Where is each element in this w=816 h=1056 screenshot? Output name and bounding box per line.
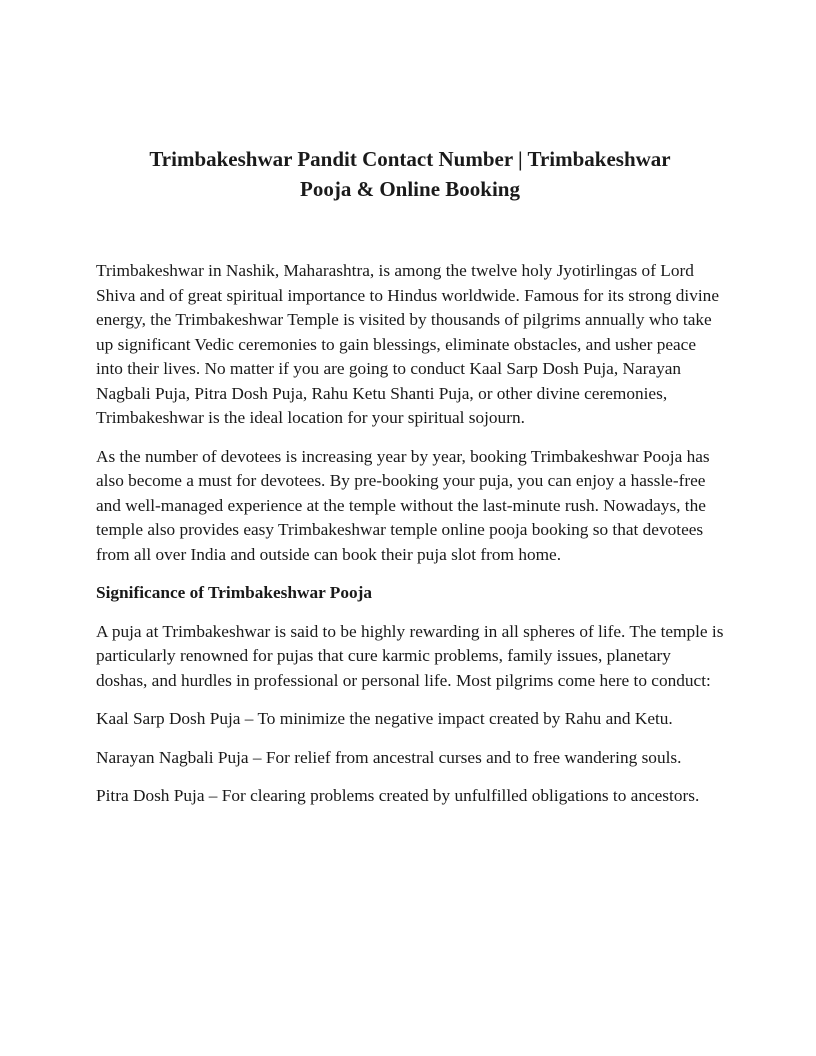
puja-item-narayan-nagbali: Narayan Nagbali Puja – For relief from ancestral curses and to free wandering souls. (96, 747, 682, 767)
intro-paragraph: Trimbakeshwar in Nashik, Maharashtra, is among the twelve holy Jyotirlingas of Lord Shiva and of great spiritual importance to Hindus worldwide. Famous for its strong divine energy, the Trimbakeshwar Temple is visited by thousands of pilgrims annually who take up significant Vedic ceremonies to gain blessings, eliminate obstacles, and usher peace into their lives. No matter if you are going to conduct Kaal Sarp Dosh Puja, Narayan Nagbali Puja, Pitra Dosh Puja, Rahu Ketu Shanti Puja, or other divine ceremonies, Trimbakeshwar is the ideal location for your spiritual sojourn. (96, 261, 719, 427)
document-body (96, 259, 724, 809)
significance-paragraph: A puja at Trimbakeshwar is said to be highly rewarding in all spheres of life. The temple is particularly renowned for pujas that cure karmic problems, family issues, planetary doshas, and hurdles in professional or personal life. Most pilgrims come here to conduct: (96, 621, 724, 690)
puja-item-pitra-dosh: Pitra Dosh Puja – For clearing problems created by unfulfilled obligations to ancestors. (96, 786, 700, 805)
title-line-1: Trimbakeshwar Pandit Contact Number | Trimbakeshwar (149, 147, 671, 171)
booking-paragraph: As the number of devotees is increasing year by year, booking Trimbakeshwar Pooja has also become a must for devotees. By pre-booking your puja, you can enjoy a hassle-free and well-managed experience at the temple without the last-minute rush. Nowadays, the temple also provides easy Trimbakeshwar temple online pooja booking so that devotees from all over India and outside can book their puja slot from home. (96, 446, 710, 564)
document-title (96, 144, 724, 204)
title-line-2: Pooja & Online Booking (300, 177, 520, 201)
section-heading: Significance of Trimbakeshwar Pooja (96, 583, 373, 602)
puja-item-kaal-sarp: Kaal Sarp Dosh Puja – To minimize the negative impact created by Rahu and Ketu. (96, 709, 673, 728)
document-page (96, 0, 724, 823)
